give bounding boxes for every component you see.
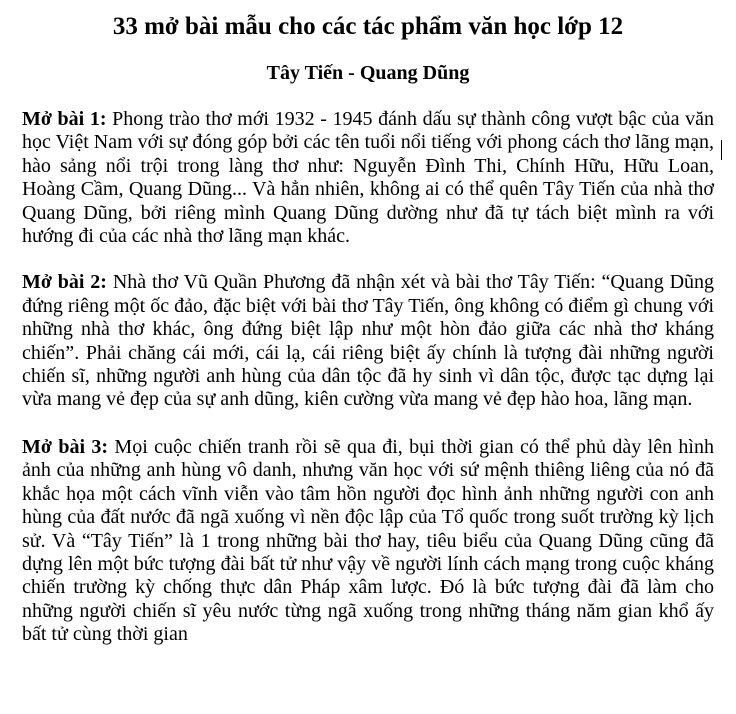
document-subtitle: Tây Tiến - Quang Dũng [266,62,470,84]
intro-paragraph-1-label: Mở bài 1: [22,108,107,130]
intro-paragraph-1-text: Phong trào thơ mới 1932 - 1945 đánh dấu sự thành công vượt bậc của văn học Việt Nam với sự đóng góp bởi các tên tuổi nổi tiếng với phong cách thơ lãng mạn, hào sảng nổi trội trong làng thơ như: Nguyễn Đình Thi, Chính Hữu, Hữu Loan, Hoàng Cầm, Quang Dũng... Và hẳn nhiên, không ai có thể quên Tây Tiến của nhà thơ Quang Dũng, bởi riêng mình Quang Dũng dường như đã tự tách biệt mình ra với hướng đi của các nhà thơ lãng mạn khác. [22,108,715,248]
intro-paragraph-3-label: Mở bài 3: [22,435,109,458]
document-title: 33 mở bài mẫu cho các tác phẩm văn học lớp 12 [112,13,624,40]
intro-paragraph-3 [22,436,714,647]
text-cursor [721,140,722,160]
intro-paragraph-3-text: Mọi cuộc chiến tranh rồi sẽ qua đi, bụi thời gian có thể phủ dày lên hình ảnh của những anh hùng vô danh, nhưng văn học với sứ mệnh thiêng liêng của nó đã khắc họa một cách vĩnh viễn vào tâm hồn người đọc hình ảnh những người con anh hùng của đất nước đã ngã xuống vì nền độc lập của Tổ quốc trong suốt trường kỳ lịch sử. Và “Tây Tiến” là 1 trong những bài thơ hay, tiêu biểu của Quang Dũng cũng đã dựng lên một bức tượng đài bất tử như vậy về người lính cách mạng trong cuộc kháng chiến trường kỳ chống thực dân Pháp xâm lược. Đó là bức tượng đài đã làm cho những người chiến sĩ yêu nước từng ngã xuống trong những tháng năm gian khổ ấy bất tử cùng thời gian [22,435,714,646]
intro-paragraph-1 [22,108,714,248]
intro-paragraph-2-label: Mở bài 2: [22,271,107,294]
intro-paragraph-2 [22,271,714,411]
intro-paragraph-2-text: Nhà thơ Vũ Quần Phương đã nhận xét và bài thơ Tây Tiến: “Quang Dũng đứng riêng một ốc đảo, đặc biệt với bài thơ Tây Tiến, ông không có điểm gì chung với những nhà thơ khác, ông đứng biệt lập như một hòn đảo giữa các nhà thơ kháng chiến”. Phải chăng cái mới, cái lạ, cái riêng biệt ấy chính là tượng đài những người chiến sĩ, những người anh hùng của dân tộc đã hy sinh vì dân tộc, được tạc dựng lại vừa mang vẻ đẹp của sự anh dũng, kiên cường vừa mang vẻ đẹp hào hoa, lãng mạn. [22,271,715,411]
